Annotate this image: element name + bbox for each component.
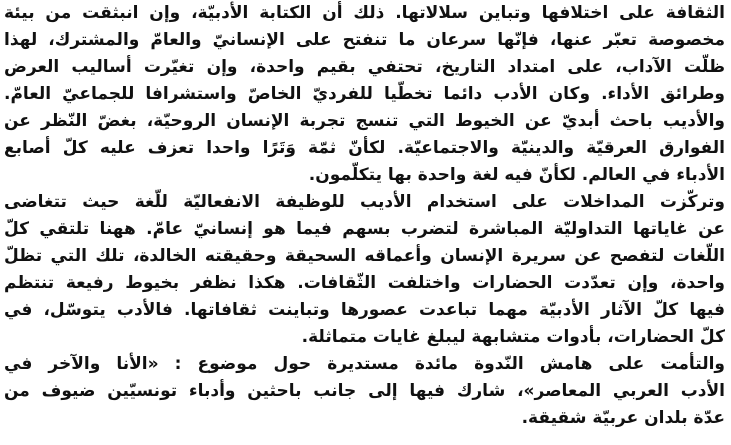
text-line: الثقافة على اختلافها وتباين سلالاتها. ذلك أن الكتابة الأدبيّة، وإن انبثقت من بيئة bbox=[4, 3, 725, 23]
text-line: والتأمت على هامش النّدوة مائدة مستديرة حول موضوع : «الأنا والآخر في bbox=[4, 354, 725, 374]
text-line: وتركّزت المداخلات على استخدام الأديب للوظيفة الانفعاليّة للّغة حيث تتغاضى bbox=[4, 192, 725, 212]
text-line: الأدب العربي المعاصر»، شارك فيها إلى جانب باحثين وأدباء تونسيّين ضيوف من bbox=[4, 381, 725, 401]
text-line: عن غاياتها التداوليّة المباشرة لتضرب بسهم فيما هو إنسانيّ عامّ. ههنا تلتقي كلّ bbox=[4, 219, 725, 239]
text-line: اللّغات لتفصح عن سريرة الإنسان وأعماقه السحيقة وحقيقته الخالدة، تلك التي تظلّ bbox=[4, 246, 725, 266]
text-line: وطرائق الأداء. وكان الأدب دائما تخطّيا للفرديّ الخاصّ واستشرافا للجماعيّ العامّ. bbox=[4, 84, 725, 104]
text-line: مخصوصة تعبّر عنها، فإنّها سرعان ما تنفتح على الإنسانيّ والعامّ والمشترك، لهذا bbox=[4, 30, 725, 50]
text-line: واحدة، وإن تعدّدت الحضارات واختلفت الثّقافات. هكذا نظفر بخيوط رفيعة تنتظم bbox=[4, 273, 725, 293]
text-line: الأدباء في العالم. لكأنّ فيه لغة واحدة بها يتكلّمون. bbox=[308, 165, 725, 185]
text-line: عدّة بلدان عربيّة شقيقة. bbox=[521, 408, 725, 428]
text-line: الفوارق العرقيّة والدينيّة والاجتماعيّة. لكأنّ ثمّة وَتَرًا واحدا تعزف عليه كلّ أصابع bbox=[4, 138, 725, 158]
text-line: والأديب باحث أبديّ عن الخيوط التي تنسج تجربة الإنسان الروحيّة، بغضّ النّظر عن bbox=[4, 111, 725, 131]
text-line: فيها كلّ الآثار الأدبيّة مهما تباعدت عصورها وتباينت ثقافاتها. فالأدب يتوسّل، في bbox=[4, 300, 725, 320]
text-line: كلّ الحضارات، بأدوات متشابهة ليبلغ غايات متماثلة. bbox=[301, 327, 725, 347]
text-line: ظلّت الآداب، على امتداد التاريخ، تحتفي بقيم واحدة، وإن تغيّرت أساليب العرض bbox=[4, 57, 725, 77]
